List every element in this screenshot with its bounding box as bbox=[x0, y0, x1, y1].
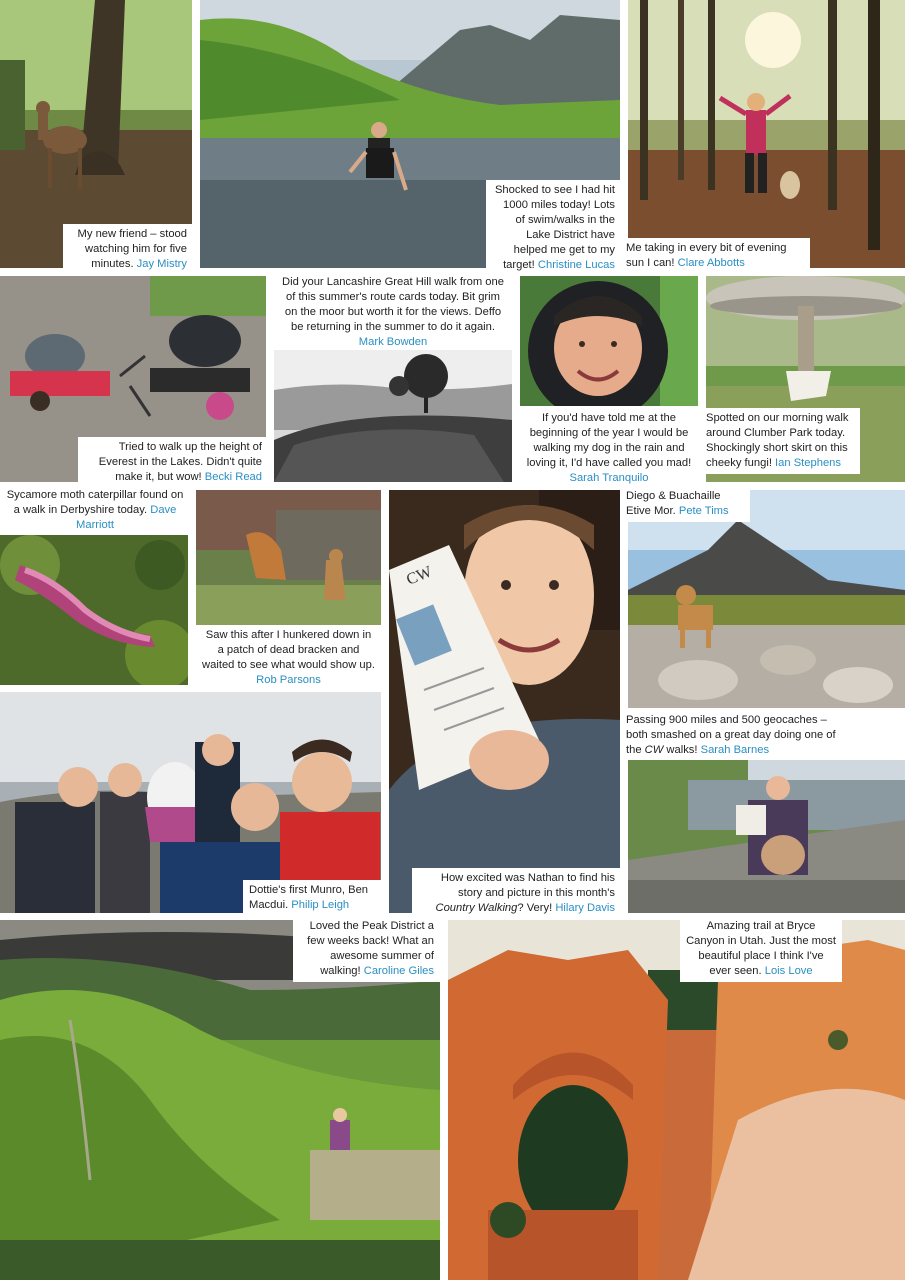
caption-munro: Dottie's first Munro, Ben Macdui. Philip Leigh bbox=[243, 880, 383, 916]
author-rain-selfie[interactable]: Sarah Tranquilo bbox=[569, 472, 649, 484]
author-nathan[interactable]: Hilary Davis bbox=[555, 902, 615, 914]
photo-geocache bbox=[628, 760, 905, 913]
photo-diego bbox=[628, 490, 905, 708]
author-bryce-canyon[interactable]: Lois Love bbox=[764, 965, 813, 977]
author-lake-swim[interactable]: Christine Lucas bbox=[537, 259, 615, 271]
author-munro[interactable]: Philip Leigh bbox=[291, 899, 350, 911]
photo-nathan bbox=[389, 490, 620, 913]
author-everest[interactable]: Becki Read bbox=[204, 471, 262, 483]
caption-bryce-canyon: Amazing trail at Bryce Canyon in Utah. Just the most beautiful place I think I've ever seen. Lois Love bbox=[680, 916, 842, 982]
photo-woods bbox=[628, 0, 905, 268]
caption-greathill: Did your Lancashire Great Hill walk from one of this summer's route cards today. Bit grim on the moor but worth it for the views. Deffo be returning in the summer to do it again. Mark Bowden bbox=[274, 272, 512, 353]
caption-lake-swim: Shocked to see I had hit 1000 miles today! Lots of swim/walks in the Lake District have helped me get to my target! Christine Lucas bbox=[486, 180, 621, 276]
caption-peak-district: Loved the Peak District a few weeks back! What an awesome summer of walking! Caroline Giles bbox=[293, 916, 440, 982]
caption-nathan: How excited was Nathan to find his story and picture in this month's Country Walking? Very! Hilary Davis bbox=[412, 868, 621, 919]
caption-caterpillar: Sycamore moth caterpillar found on a walk in Derbyshire today. Dave Marriott bbox=[0, 485, 190, 536]
author-deer[interactable]: Jay Mistry bbox=[136, 258, 187, 270]
caption-fungi: Spotted on our morning walk around Clumber Park today. Shockingly short skirt on this cheeky fungi! Ian Stephens bbox=[700, 408, 860, 474]
caption-diego: Diego & Buachaille Etive Mor. Pete Tims bbox=[620, 486, 750, 522]
caption-woods: Me taking in every bit of evening sun I can! Clare Abbotts bbox=[620, 238, 810, 274]
photo-caterpillar bbox=[0, 535, 188, 685]
author-woods[interactable]: Clare Abbotts bbox=[677, 257, 745, 269]
caption-bracken-fox: Saw this after I hunkered down in a patch of dead bracken and waited to see what would show up. Rob Parsons bbox=[196, 625, 381, 691]
caption-everest: Tried to walk up the height of Everest in the Lakes. Didn't quite make it, but wow! Becki Read bbox=[78, 437, 268, 488]
caption-geocache: Passing 900 miles and 500 geocaches – both smashed on a great day doing one of the CW walks! Sarah Barnes bbox=[620, 710, 848, 761]
author-peak-district[interactable]: Caroline Giles bbox=[363, 965, 434, 977]
magazine-heading: CW bbox=[404, 563, 435, 589]
photo-bracken-fox bbox=[196, 490, 381, 625]
author-bracken-fox[interactable]: Rob Parsons bbox=[256, 674, 321, 686]
photo-greathill bbox=[274, 350, 512, 482]
author-diego[interactable]: Pete Tims bbox=[678, 505, 729, 517]
author-caterpillar[interactable]: Dave Marriott bbox=[76, 504, 177, 531]
author-geocache[interactable]: Sarah Barnes bbox=[700, 744, 770, 756]
author-fungi[interactable]: Ian Stephens bbox=[775, 457, 841, 469]
caption-deer: My new friend – stood watching him for five minutes. Jay Mistry bbox=[63, 224, 193, 275]
author-greathill[interactable]: Mark Bowden bbox=[358, 336, 428, 348]
caption-rain-selfie: If you'd have told me at the beginning of the year I would be walking my dog in the rain and loving it, I'd have called you mad! Sarah Tranquilo bbox=[518, 408, 700, 489]
photo-rain-selfie bbox=[520, 276, 698, 406]
